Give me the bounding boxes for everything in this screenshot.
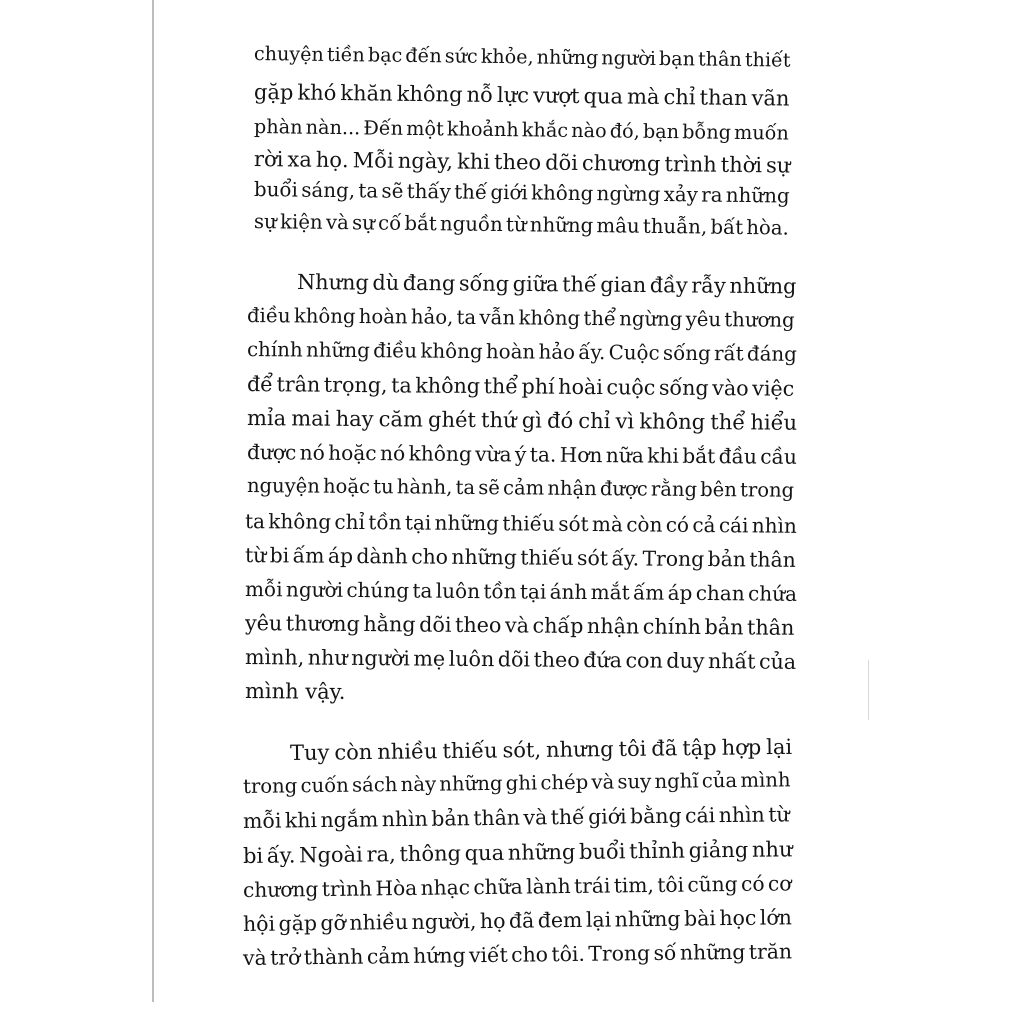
text-line: từ bi ấm áp dành cho những thiếu sót ấy. Trong bản thân [244, 543, 796, 572]
text-line: mình, như người mẹ luôn dõi theo đứa con duy nhất của [244, 645, 797, 674]
text-line: để trân trọng, ta không thể phí hoài cuộc sống vào việc [246, 372, 795, 401]
text-line: Nhưng dù đang sống giữa thế gian đầy rẫy những [296, 270, 797, 299]
text-line: bi ấy. Ngoài ra, thông qua những buổi thỉnh giảng như [242, 837, 793, 868]
text-line: buổi sáng, ta sẽ thấy thế giới không ngừng xảy ra những [253, 178, 790, 208]
text-line: Tuy còn nhiều thiếu sót, nhưng tôi đã tập hợp lại [289, 734, 793, 765]
text-line: gặp khó khăn không nỗ lực vượt qua mà chỉ than vãn [253, 80, 790, 111]
text-line: điều không hoàn hảo, ta vẫn không thể ngừng yêu thương [246, 304, 795, 332]
text-line: và trở thành cảm hứng viết cho tôi. Trong số những trăn [242, 939, 793, 970]
text-line: ta không chỉ tồn tại những thiếu sót mà còn có cả cái nhìn [244, 509, 797, 538]
text-line: hội gặp gỡ nhiều người, họ đã đem lại những bài học lớn [242, 905, 793, 936]
text-line: chính những điều không hoàn hảo ấy. Cuộc sống rất đáng [246, 338, 798, 366]
text-line: mỗi người chúng ta luôn tồn tại ánh mắt ấm áp chan chứa [244, 577, 798, 606]
text-line: trong cuốn sách này những ghi chép và suy nghĩ của mình [242, 768, 791, 798]
text-line: yêu thương hằng dõi theo và chấp nhận chính bản thân [244, 611, 795, 640]
text-line: mình vậy. [244, 679, 346, 704]
text-line: chương trình Hòa nhạc chữa lành trái tim, tôi cũng có cơ [242, 871, 792, 902]
text-line: chuyện tiền bạc đến sức khỏe, những người bạn thân thiết [253, 42, 791, 72]
text-line: sự kiện và sự cố bắt nguồn từ những mâu thuẫn, bất hòa. [253, 210, 790, 240]
text-line: nguyện hoặc tu hành, ta sẽ cảm nhận được rằng bên trong [246, 474, 795, 502]
text-line: rời xa họ. Mỗi ngày, khi theo dõi chương trình thời sự [253, 147, 791, 178]
text-line: mỗi khi ngắm nhìn bản thân và thế giới bằng cái nhìn từ [242, 802, 790, 833]
text-line: phàn nàn... Đến một khoảnh khắc nào đó, bạn bỗng muốn [253, 115, 790, 145]
text-line: được nó hoặc nó không vừa ý ta. Hơn nữa khi bắt đầu cầu [246, 440, 798, 469]
text-line: mỉa mai hay căm ghét thứ gì đó chỉ vì không thể hiểu [246, 406, 798, 435]
